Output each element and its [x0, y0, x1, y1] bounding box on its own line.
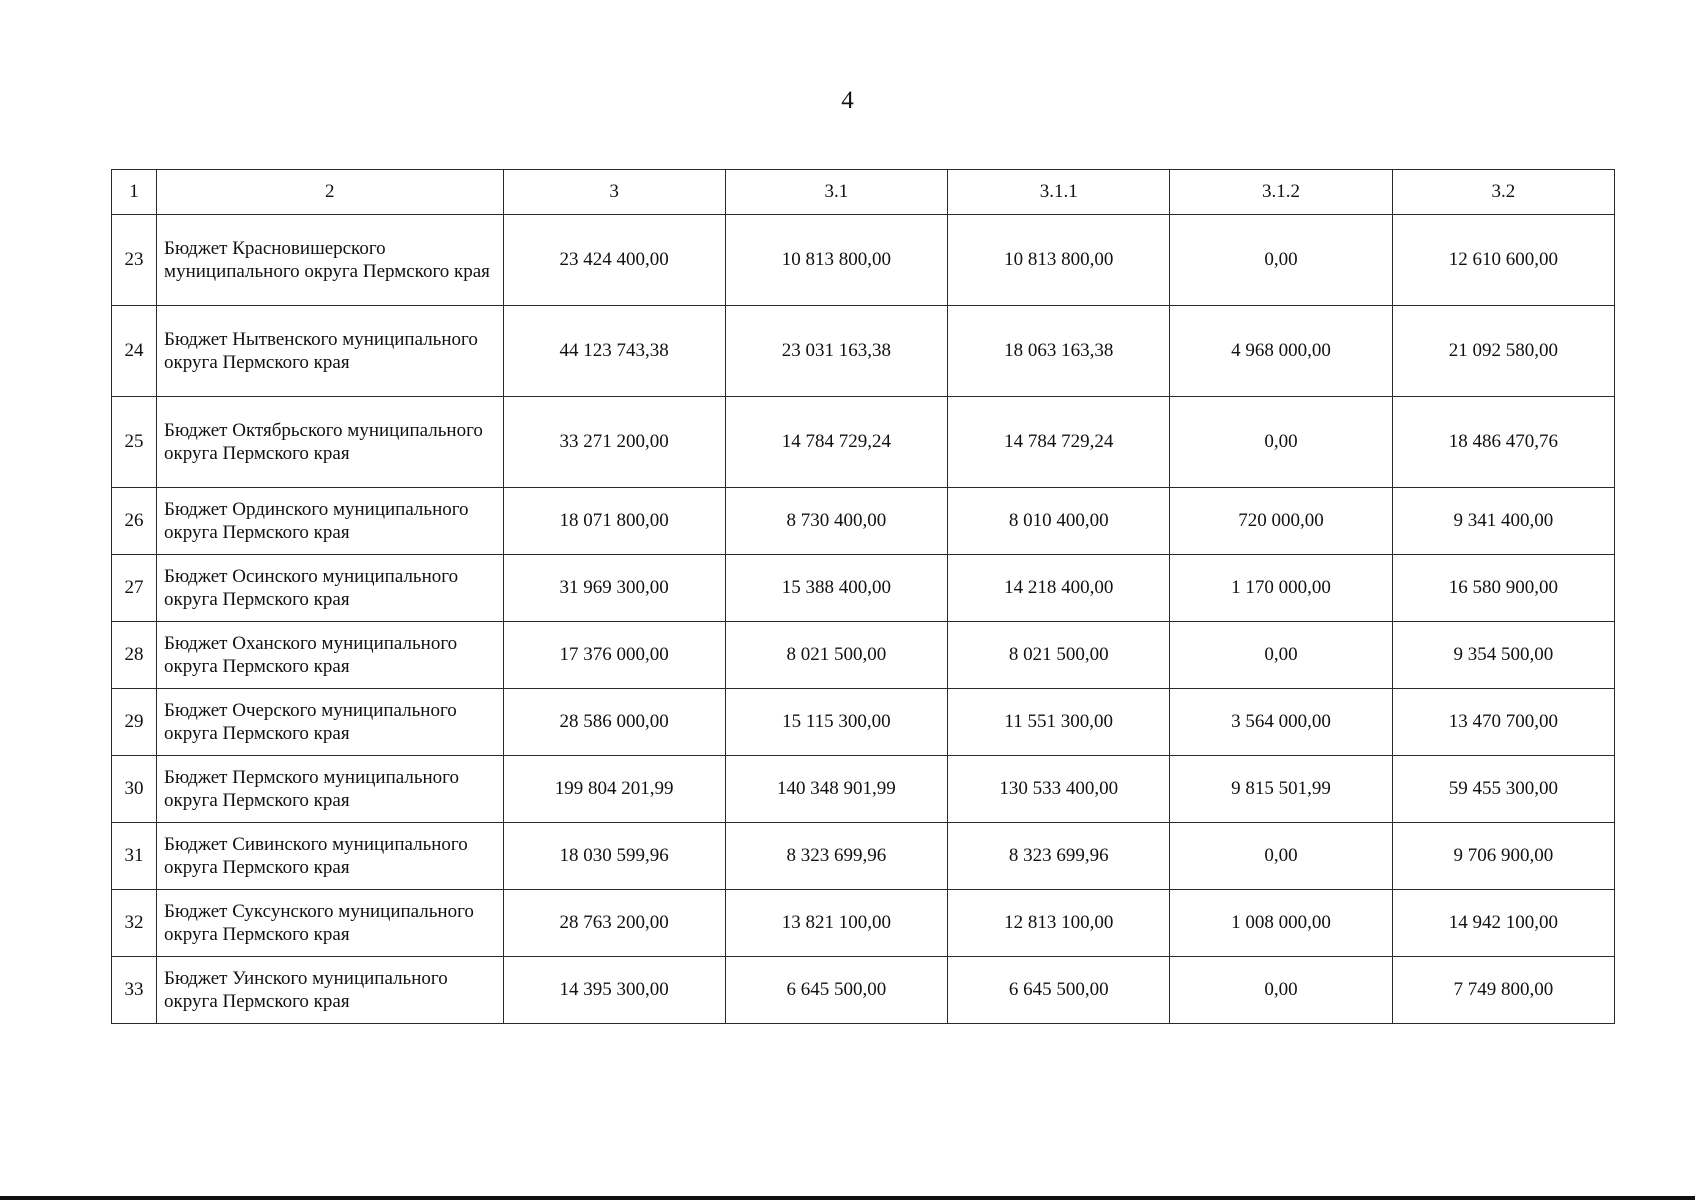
budget-name: Бюджет Суксунского муниципального округа Пермского края [157, 890, 503, 957]
row-number: 30 [112, 756, 157, 823]
value-3-1: 13 821 100,00 [725, 890, 947, 957]
table-row [112, 306, 1615, 397]
value-3-1-2: 0,00 [1170, 397, 1392, 488]
header-col-3: 3 [503, 170, 725, 215]
value-3-1-2: 4 968 000,00 [1170, 306, 1392, 397]
row-number: 25 [112, 397, 157, 488]
value-3: 31 969 300,00 [503, 555, 725, 622]
table-row [112, 488, 1615, 555]
value-3-1-1: 130 533 400,00 [948, 756, 1170, 823]
budget-name: Бюджет Ординского муниципального округа Пермского края [157, 488, 503, 555]
budget-table [111, 169, 1615, 1024]
value-3-1: 14 784 729,24 [725, 397, 947, 488]
value-3-1: 23 031 163,38 [725, 306, 947, 397]
table-row [112, 957, 1615, 1024]
value-3: 33 271 200,00 [503, 397, 725, 488]
value-3-2: 9 341 400,00 [1392, 488, 1614, 555]
row-number: 33 [112, 957, 157, 1024]
value-3-1-2: 9 815 501,99 [1170, 756, 1392, 823]
value-3-1: 8 021 500,00 [725, 622, 947, 689]
value-3-2: 12 610 600,00 [1392, 215, 1614, 306]
value-3: 18 071 800,00 [503, 488, 725, 555]
value-3-1-2: 1 008 000,00 [1170, 890, 1392, 957]
value-3-1: 6 645 500,00 [725, 957, 947, 1024]
value-3-2: 7 749 800,00 [1392, 957, 1614, 1024]
budget-name: Бюджет Оханского муниципального округа Пермского края [157, 622, 503, 689]
row-number: 29 [112, 689, 157, 756]
value-3-1-2: 0,00 [1170, 622, 1392, 689]
header-col-2: 2 [157, 170, 503, 215]
budget-name: Бюджет Осинского муниципального округа Пермского края [157, 555, 503, 622]
value-3: 14 395 300,00 [503, 957, 725, 1024]
row-number: 27 [112, 555, 157, 622]
budget-name: Бюджет Октябрьского муниципального округа Пермского края [157, 397, 503, 488]
value-3-2: 14 942 100,00 [1392, 890, 1614, 957]
value-3-1-1: 8 323 699,96 [948, 823, 1170, 890]
value-3: 18 030 599,96 [503, 823, 725, 890]
scan-bottom-edge [0, 1196, 1695, 1200]
value-3: 23 424 400,00 [503, 215, 725, 306]
table-row [112, 397, 1615, 488]
value-3-1-1: 8 010 400,00 [948, 488, 1170, 555]
table-row [112, 689, 1615, 756]
value-3: 17 376 000,00 [503, 622, 725, 689]
value-3-1-2: 0,00 [1170, 957, 1392, 1024]
value-3-1-1: 14 218 400,00 [948, 555, 1170, 622]
value-3-2: 16 580 900,00 [1392, 555, 1614, 622]
table-row [112, 890, 1615, 957]
value-3-1-2: 3 564 000,00 [1170, 689, 1392, 756]
budget-name: Бюджет Сивинского муниципального округа Пермского края [157, 823, 503, 890]
value-3-1-1: 18 063 163,38 [948, 306, 1170, 397]
value-3-2: 9 706 900,00 [1392, 823, 1614, 890]
header-col-1: 1 [112, 170, 157, 215]
table-row [112, 756, 1615, 823]
value-3: 199 804 201,99 [503, 756, 725, 823]
header-col-3-2: 3.2 [1392, 170, 1614, 215]
row-number: 28 [112, 622, 157, 689]
row-number: 32 [112, 890, 157, 957]
budget-name: Бюджет Нытвенского муниципального округа Пермского края [157, 306, 503, 397]
value-3-1-1: 12 813 100,00 [948, 890, 1170, 957]
page-number: 4 [841, 87, 854, 114]
header-col-3-1: 3.1 [725, 170, 947, 215]
row-number: 26 [112, 488, 157, 555]
value-3-2: 9 354 500,00 [1392, 622, 1614, 689]
value-3-2: 21 092 580,00 [1392, 306, 1614, 397]
value-3-1: 15 388 400,00 [725, 555, 947, 622]
value-3-1-2: 720 000,00 [1170, 488, 1392, 555]
value-3-1-1: 6 645 500,00 [948, 957, 1170, 1024]
budget-name: Бюджет Уинского муниципального округа Пермского края [157, 957, 503, 1024]
table-header-row [112, 170, 1615, 215]
value-3-1-1: 10 813 800,00 [948, 215, 1170, 306]
table-row [112, 823, 1615, 890]
value-3-1-1: 11 551 300,00 [948, 689, 1170, 756]
value-3-1: 8 730 400,00 [725, 488, 947, 555]
budget-name: Бюджет Очерского муниципального округа Пермского края [157, 689, 503, 756]
value-3-1: 8 323 699,96 [725, 823, 947, 890]
value-3-1: 140 348 901,99 [725, 756, 947, 823]
row-number: 23 [112, 215, 157, 306]
budget-name: Бюджет Красновишерского муниципального округа Пермского края [157, 215, 503, 306]
value-3-1: 10 813 800,00 [725, 215, 947, 306]
row-number: 31 [112, 823, 157, 890]
table-row [112, 215, 1615, 306]
value-3-1-2: 1 170 000,00 [1170, 555, 1392, 622]
value-3-2: 18 486 470,76 [1392, 397, 1614, 488]
value-3: 44 123 743,38 [503, 306, 725, 397]
header-col-3-1-1: 3.1.1 [948, 170, 1170, 215]
value-3: 28 586 000,00 [503, 689, 725, 756]
budget-name: Бюджет Пермского муниципального округа Пермского края [157, 756, 503, 823]
value-3-2: 59 455 300,00 [1392, 756, 1614, 823]
header-col-3-1-2: 3.1.2 [1170, 170, 1392, 215]
value-3-1-1: 14 784 729,24 [948, 397, 1170, 488]
value-3-1: 15 115 300,00 [725, 689, 947, 756]
value-3-1-2: 0,00 [1170, 823, 1392, 890]
table-row [112, 555, 1615, 622]
value-3-2: 13 470 700,00 [1392, 689, 1614, 756]
row-number: 24 [112, 306, 157, 397]
table-row [112, 622, 1615, 689]
value-3: 28 763 200,00 [503, 890, 725, 957]
value-3-1-1: 8 021 500,00 [948, 622, 1170, 689]
value-3-1-2: 0,00 [1170, 215, 1392, 306]
